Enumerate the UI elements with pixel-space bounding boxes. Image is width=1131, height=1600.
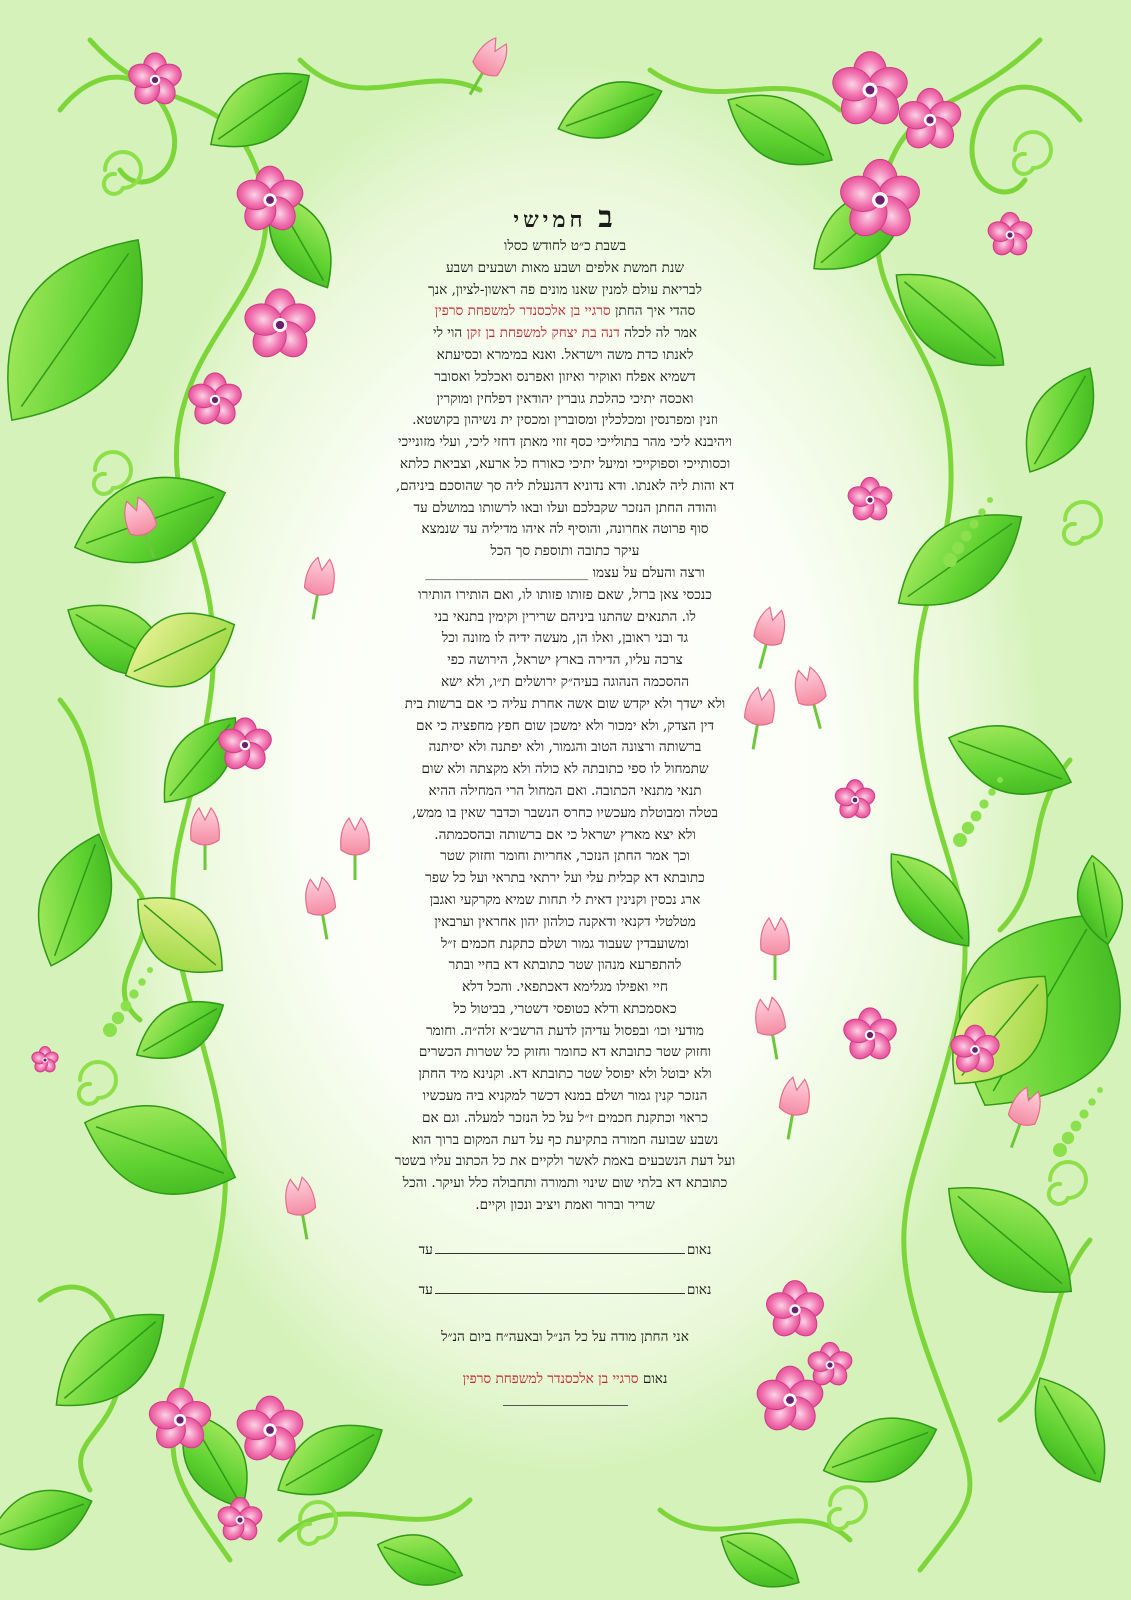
text-line: נשבע שבועה חמורה בתקיעת כף על דעת המקום ברוך הוא <box>411 1131 719 1148</box>
bead <box>988 788 996 796</box>
text-line: הנזכר קנין גמור ושלם במנא דכשר למקניא ביה מעכשיו <box>422 1088 708 1105</box>
bead <box>997 777 1003 783</box>
bead <box>987 497 993 503</box>
flower <box>126 53 185 109</box>
flower <box>828 52 911 131</box>
vine <box>877 40 1040 1570</box>
bead <box>943 553 957 567</box>
bead <box>147 967 153 973</box>
text-line: ההסכמה הנהוגה בעיה״ק ירושלים ת״ו, ולא ישא <box>440 673 690 690</box>
leaf <box>0 208 183 451</box>
heading <box>240 200 890 236</box>
text-line: כנכסי צאן ברזל, שאם פזותו פזותו לו, ואם הותירו הותירו <box>418 586 712 603</box>
text-line: סוף פרוטה אחרונה, והוסיף לה איהו מדיליה עד שנמצא <box>421 521 709 538</box>
line-text: סהדי איך החתן <box>610 303 696 320</box>
line-text: אמר לה לכלה <box>619 325 697 342</box>
text-line: לו. התנאים שהתנו ביניהם שרירין וקימין בתנאי בני <box>434 608 696 625</box>
vine <box>300 60 480 90</box>
tendril <box>79 1062 116 1104</box>
leaf <box>370 1522 471 1598</box>
text-line: ויהיבנא ליכי מהר בתולייכי כסף זוזי מאתן דחזי ליכי, ועלי מזונייכי <box>397 434 733 451</box>
text-line: ועל דעת הנשבעים באמת לאשר ולקיים את כל הכתוב עליו בשטר <box>394 1153 736 1170</box>
text-line: ולא ישדך ולא יקדש שום אשה אחרת עליה כי אם ברשות בית <box>404 695 726 712</box>
text-line: דשמיא אפלח ואוקיר ואיזון ואפרנס ואכלכל ואסובר <box>434 368 696 385</box>
leaf <box>125 984 236 1076</box>
bead <box>1079 1109 1088 1118</box>
text-line: שתמחול לו ספי כתובתה לא כולה ולא מקצתה ולא שום <box>421 761 709 778</box>
line-text: הוי לי <box>433 325 467 342</box>
bead <box>1062 1132 1074 1144</box>
text-line: גד ובני ראובן, ואלו הן, מעשה ידיה לו מזונה וכל <box>441 630 689 647</box>
bead <box>979 799 988 808</box>
witness-2-signature-line <box>435 1277 685 1294</box>
text-line: לאנתו כדת משה וישראל. ואנא במימרא וכסיעתא <box>436 346 694 363</box>
groom-signature-line <box>503 1404 628 1406</box>
text-line: ברשותה ורצונה הטוב והגמור, ולא יפתנה ולא יסיתנה <box>428 739 702 756</box>
text-line <box>240 301 890 323</box>
flower <box>986 212 1035 259</box>
leaf <box>0 1475 101 1565</box>
text-line: והודה החתן הנזכר שקבלכם ועלו ובאו לרשותו במושלם עד <box>413 499 717 516</box>
bead <box>1071 1121 1082 1132</box>
witness-1-row <box>240 1235 890 1265</box>
leaf <box>1006 354 1114 486</box>
text-line: כתובתא דא בלתי שום שינוי ותמורה ותחבולה כלל ועיקר. והכל <box>402 1175 728 1192</box>
text-line: ואכסה יתיכי כהלכת גוברין יהודאין דפלחין ומוקרין <box>436 390 694 407</box>
text-line: בטלה ומבוטלת מעכשיו כחרס הנשבר וכדבר שאין בו ממש, <box>412 804 718 821</box>
text-line: להתפרעא מנהון שטר כתובתא דא בחיי ובתר <box>448 957 682 974</box>
witness-1-signature-line <box>435 1237 685 1254</box>
bead <box>969 519 978 528</box>
witness-1-suffix: עד <box>418 1241 433 1258</box>
witness-2-row <box>240 1275 890 1305</box>
text-line: דא והות ליה לאנתו. ודא נדוניא דהנעלת ליה סך שהוסכם ביניהם, <box>395 477 735 494</box>
leaf <box>549 67 670 153</box>
bead <box>112 1012 124 1024</box>
bead <box>1097 1087 1103 1093</box>
text-line: כראוי וכתקנת חכמים ז״ל על כל הנזכר למעלה. וגם אם <box>421 1109 709 1126</box>
text-line: ומשועבדין שעבוד גמור ושלם כתקנת חכמים ז״ל <box>441 935 689 952</box>
leaf <box>878 487 1042 632</box>
bead <box>952 542 964 554</box>
text-line: שריר וברור ואמת ויציב ונכון וקיים. <box>475 1197 655 1214</box>
tendril <box>1049 1162 1086 1204</box>
text-line: וחזוק שטר כתובתא דא כחומר וחזוק כל שטרות הכשרים <box>418 1044 712 1061</box>
groom-sign-label: נאום <box>642 1370 668 1387</box>
text-line: חיי ואפילו מגלימא דאכתפאי. והכל דלא <box>462 979 668 996</box>
text-line: וזנין ומפרנסין ומכלכלין ומסוברין ומכסין ית נשיהון בקושטא. <box>412 412 718 429</box>
tendril <box>1064 502 1101 544</box>
bead <box>971 811 982 822</box>
text-line: מודעי וכו׳ ובפסול עדיהן לדעת הרשב״א זלה״ה. וחומר <box>425 1022 704 1039</box>
heading-word: חמישי <box>513 207 587 233</box>
bead <box>978 508 986 516</box>
tendril <box>829 1487 866 1529</box>
text-line: תנאי מתנאי הכתובה. ואם המחול הרי המחילה ההיא <box>428 782 702 799</box>
heading-letter: ב <box>598 200 617 235</box>
witness-2-label: נאום <box>686 1281 712 1298</box>
text-line: ולא יצא מארץ ישראל כי אם ברשותה ובהסכמתה. <box>434 826 696 843</box>
text-line: וכסותייכי וספוקייכי ומיעל יתיכי כאורח כל ארעא, וצביאת כלתא <box>399 455 731 472</box>
vine <box>972 87 1080 192</box>
text-line: עיקר כתובה ותוספת סך הכל <box>490 543 640 560</box>
bead <box>962 822 974 834</box>
flower <box>30 1046 59 1074</box>
witness-1-label: נאום <box>686 1241 712 1258</box>
text-line: וכך אמר החתן הנזכר, אחריות וחומר וחזוק שטר <box>440 848 690 865</box>
groom-name: סרגיי בן אלכסנדר למשפחת סרפין <box>462 1370 639 1387</box>
name-highlight: סרגיי בן אלכסנדר למשפחת סרפין <box>434 303 611 320</box>
leaf <box>117 875 242 995</box>
leaf <box>923 1158 1097 1322</box>
text-line: כאסמכתא ודלא כטופסי דשטרי, בביטול כל <box>453 1000 677 1017</box>
leaf <box>19 823 131 978</box>
text-line <box>240 323 890 345</box>
text-line: מטלטלי דקנאי ודאקנה כולהון יהון אחראין וערבאין <box>434 913 696 930</box>
tendril <box>1014 132 1051 174</box>
leaf <box>938 708 1082 813</box>
flower <box>216 1497 265 1544</box>
tulip-bud <box>458 34 514 102</box>
bead <box>953 833 967 847</box>
witness-2-suffix: עד <box>418 1281 433 1298</box>
groom-statement: אני החתן מודה על כל הנ״ל ובאעה״ח ביום הנ״ל <box>441 1328 689 1345</box>
text-line: כתובתא דא קבלית עלי ועל ירתאי בתראי ועל כל שפר <box>425 870 705 887</box>
text-line: ארג נכסין וקנינין דאית לי תחות שמיא מקרקעי ואגבן <box>429 891 701 908</box>
bead <box>1053 1143 1067 1157</box>
bead <box>121 1001 132 1012</box>
text-line: ולא יבוטל ולא יפוסל שטר כתובתא דא. וקנינא מיד החתן <box>418 1066 712 1083</box>
bead <box>129 989 138 998</box>
bead <box>103 1023 117 1037</box>
name-highlight: דנה בת יצחק למשפחת בן זקן <box>466 325 620 342</box>
text-line: ורצה והעלם על עצמו ________________________ <box>425 564 705 581</box>
bead <box>138 978 146 986</box>
text-line: דין הצדק, ולא ימכור ולא ימשכן שום חפץ מחפציה כי אם <box>415 717 715 734</box>
leaf <box>875 249 1026 391</box>
bead <box>961 531 972 542</box>
text-line: לבריאת עולם למנין שאנו מונים פה ראשון-לציון, אנך <box>428 281 702 298</box>
tulip-bud <box>191 808 220 870</box>
bead <box>1088 1098 1096 1106</box>
ketubah-body <box>240 236 890 1217</box>
ketubah-text <box>240 200 890 1406</box>
text-line: שנת חמשת אלפים ושבע מאות ושבעים ושבע <box>445 259 685 276</box>
leaf <box>813 1401 946 1498</box>
text-line: צרכה עליו, הדירה בארץ ישראל, הירושה כפי <box>447 652 683 669</box>
text-line: בשבת כ״ט לחודש כסלו <box>503 238 627 254</box>
groom-signature-row <box>240 1369 890 1391</box>
tendril <box>299 1502 336 1544</box>
